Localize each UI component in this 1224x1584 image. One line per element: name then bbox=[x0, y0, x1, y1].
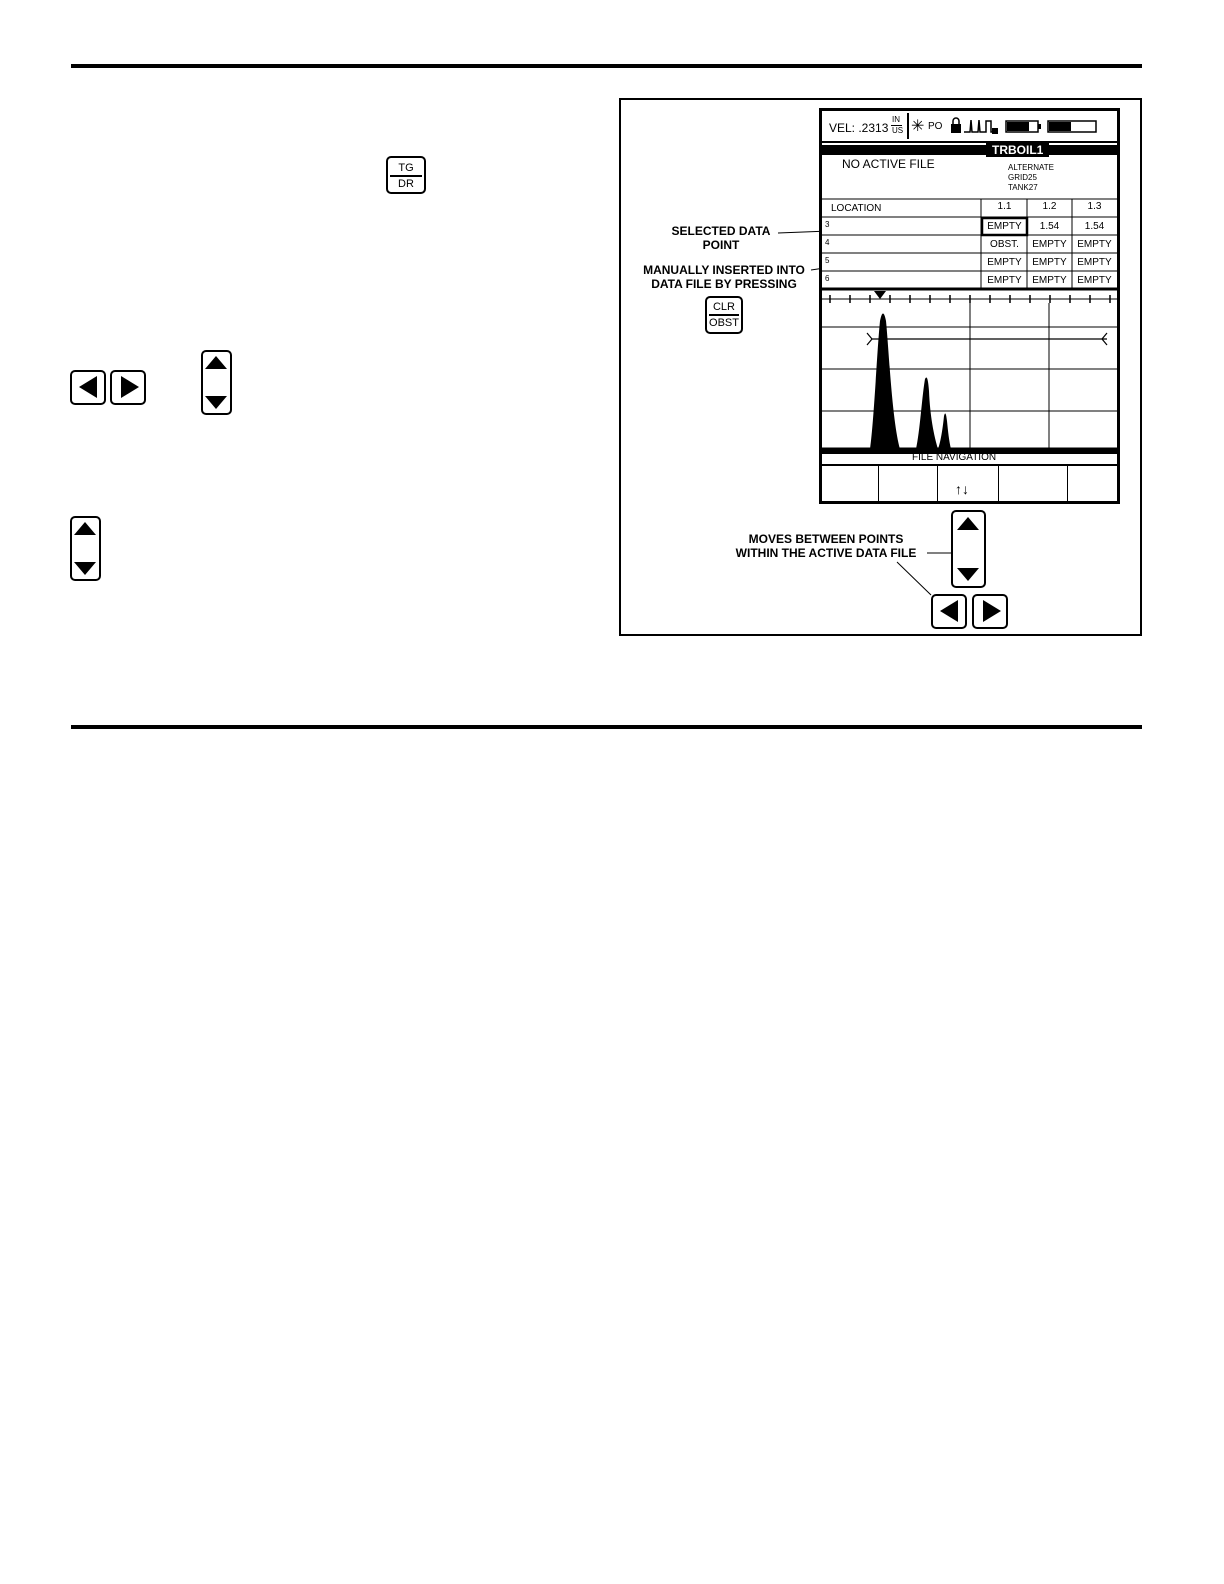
status-po: PO bbox=[928, 121, 943, 132]
top-rule bbox=[71, 64, 1142, 68]
row-label: 5 bbox=[825, 256, 830, 265]
column-header: 1.2 bbox=[1042, 201, 1057, 212]
menu-divider bbox=[822, 464, 1117, 466]
up-down-arrow-key-icon[interactable] bbox=[951, 510, 986, 588]
data-cell[interactable]: EMPTY bbox=[1032, 257, 1067, 268]
menu-title: FILE NAVIGATION bbox=[912, 452, 997, 463]
softkey-divider bbox=[998, 466, 999, 501]
callout-selected-data-point: SELECTED DATA POINT bbox=[671, 224, 771, 252]
left-arrow-key-icon[interactable] bbox=[70, 370, 106, 405]
data-cell[interactable]: EMPTY bbox=[1077, 257, 1112, 268]
row-label: 4 bbox=[825, 238, 830, 247]
up-down-arrow-key-icon[interactable] bbox=[201, 350, 232, 415]
units-in: IN bbox=[892, 115, 900, 124]
no-active-file: NO ACTIVE FILE bbox=[842, 157, 935, 171]
units-us: US bbox=[892, 126, 904, 135]
velocity-readout: VEL: .2313 bbox=[829, 121, 889, 135]
a-scan-waveform bbox=[822, 291, 1117, 451]
dr-key-label: DR bbox=[398, 178, 414, 190]
clr-key-label: CLR bbox=[712, 301, 735, 313]
file-list-item: GRID25 bbox=[1008, 173, 1037, 182]
callout-moves-between-points: MOVES BETWEEN POINTS WITHIN THE ACTIVE DATA FILE bbox=[735, 532, 917, 560]
tg-dr-key[interactable] bbox=[386, 156, 426, 194]
key-divider bbox=[709, 314, 739, 316]
tg-key-label: TG bbox=[398, 162, 414, 174]
clr-obst-key[interactable] bbox=[705, 296, 743, 334]
data-cell[interactable]: EMPTY bbox=[987, 275, 1022, 286]
bottom-rule bbox=[71, 725, 1142, 729]
data-cell[interactable]: 1.54 bbox=[1084, 221, 1105, 232]
selected-data-point[interactable]: EMPTY bbox=[987, 221, 1022, 232]
data-cell[interactable]: EMPTY bbox=[987, 257, 1022, 268]
right-arrow-key-icon[interactable] bbox=[110, 370, 146, 405]
figure-file-navigation bbox=[619, 98, 1142, 636]
file-list-item: ALTERNATE bbox=[1008, 163, 1054, 172]
data-cell[interactable]: EMPTY bbox=[1032, 275, 1067, 286]
row-label: 3 bbox=[825, 220, 830, 229]
obstruction-cell[interactable]: OBST. bbox=[990, 239, 1019, 250]
file-list-item: TANK27 bbox=[1008, 183, 1038, 192]
data-cell[interactable]: 1.54 bbox=[1039, 221, 1060, 232]
up-down-softkey-icon[interactable]: ↑↓ bbox=[955, 481, 969, 497]
column-header: 1.3 bbox=[1087, 201, 1102, 212]
row-label: 6 bbox=[825, 274, 830, 283]
up-down-arrow-key-icon[interactable] bbox=[70, 516, 101, 581]
softkey-divider bbox=[937, 466, 938, 501]
device-screen bbox=[819, 108, 1120, 504]
data-cell[interactable]: EMPTY bbox=[1032, 239, 1067, 250]
location-label: LOCATION bbox=[831, 203, 882, 214]
softkey-divider bbox=[1067, 466, 1068, 501]
key-divider bbox=[390, 175, 422, 177]
softkey-divider bbox=[878, 466, 879, 501]
file-name: TRBOIL1 bbox=[986, 143, 1049, 157]
left-arrow-key-icon[interactable] bbox=[931, 594, 967, 629]
snowflake-icon: ✳ bbox=[911, 118, 925, 135]
data-cell[interactable]: EMPTY bbox=[1077, 275, 1112, 286]
right-arrow-key-icon[interactable] bbox=[972, 594, 1008, 629]
data-cell[interactable]: EMPTY bbox=[1077, 239, 1112, 250]
column-header: 1.1 bbox=[997, 201, 1012, 212]
callout-manually-inserted: MANUALLY INSERTED INTO DATA FILE BY PRESSING bbox=[643, 263, 805, 291]
obst-key-label: OBST bbox=[709, 317, 739, 329]
